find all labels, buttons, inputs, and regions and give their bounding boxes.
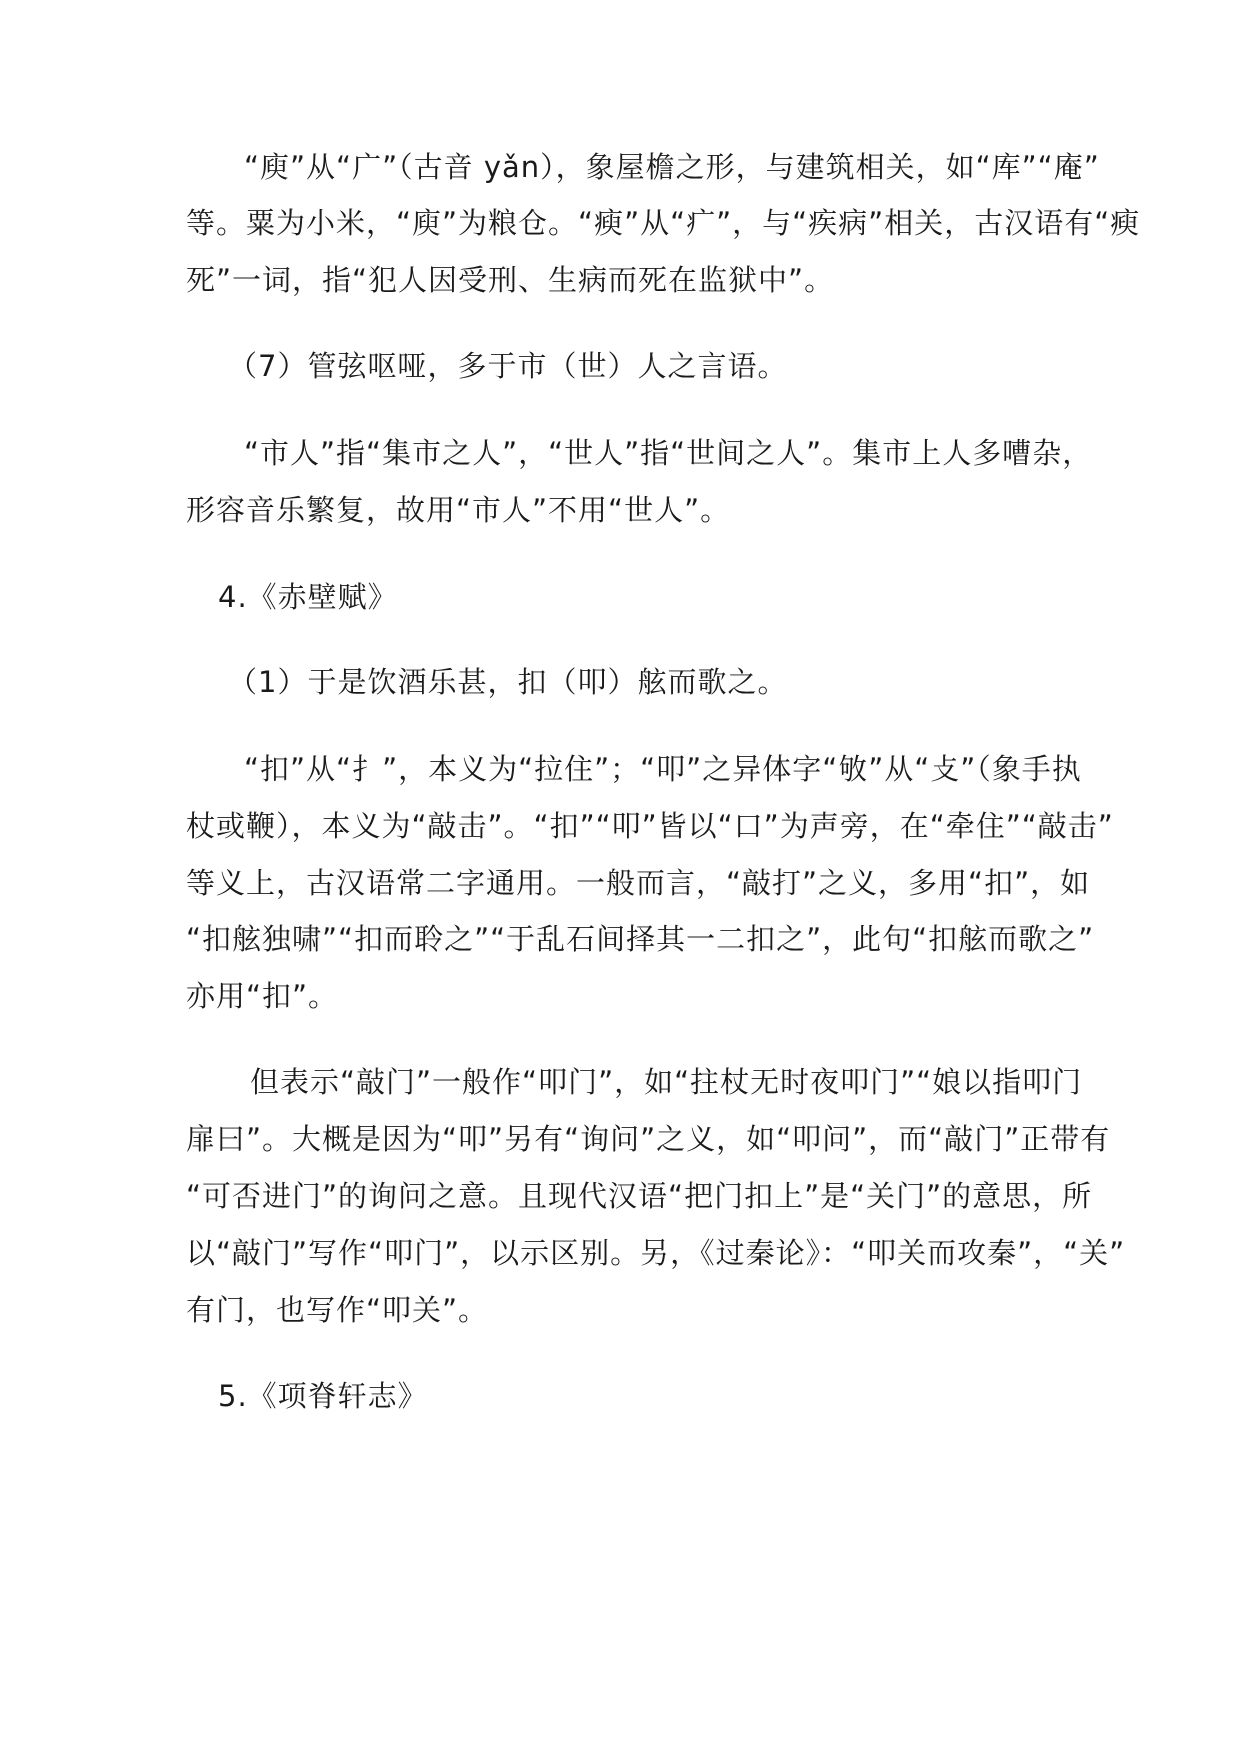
paragraph-line: 扉曰”。大概是因为“叩”另有“询问”之义，如“叩问”，而“敲门”正带有: [186, 1122, 1111, 1156]
paragraph-line: 死”一词，指“犯人因受刑、生病而死在监狱中”。: [186, 263, 835, 297]
paragraph-line: 有门，也写作“叩关”。: [186, 1293, 489, 1327]
paragraph-line: 等。粟为小米，“庾”为粮仓。“瘐”从“疒”，与“疾病”相关，古汉语有“瘐: [186, 206, 1141, 240]
section-heading: 5.《项脊轩志》: [218, 1379, 428, 1413]
paragraph-line: 形容音乐繁复，故用“市人”不用“世人”。: [186, 493, 731, 527]
paragraph-line: “扣”从“扌”，本义为“拉住”；“叩”之异体字“敂”从“攴”（象手执: [244, 752, 1082, 786]
section-heading: 4.《赤壁赋》: [218, 580, 398, 614]
paragraph-line: 但表示“敲门”一般作“叩门”，如“拄杖无时夜叩门”“娘以指叩门: [250, 1065, 1083, 1099]
paragraph-line: “扣舷独啸”“扣而聆之”“于乱石间择其一二扣之”，此句“扣舷而歌之”: [186, 922, 1095, 956]
paragraph-line: 等义上，古汉语常二字通用。一般而言，“敲打”之义，多用“扣”，如: [186, 866, 1091, 900]
paragraph-line: “市人”指“集市之人”，“世人”指“世间之人”。集市上人多嘈杂，: [244, 436, 1093, 470]
paragraph-line: 杖或鞭），本义为“敲击”。“扣”“叩”皆以“口”为声旁，在“牵住”“敲击”: [186, 809, 1114, 843]
paragraph-line: 亦用“扣”。: [186, 979, 339, 1013]
paragraph-line: “庾”从“广”（古音 yǎn），象屋檐之形，与建筑相关，如“库”“庵”: [244, 150, 1100, 184]
list-item: （1）于是饮酒乐甚，扣（叩）舷而歌之。: [228, 665, 788, 699]
list-item: （7）管弦呕哑，多于市（世）人之言语。: [228, 349, 788, 383]
paragraph-line: 以“敲门”写作“叩门”，以示区别。另，《过秦论》：“叩关而攻秦”，“关”: [186, 1236, 1126, 1270]
paragraph-line: “可否进门”的询问之意。且现代汉语“把门扣上”是“关门”的意思，所: [186, 1179, 1093, 1213]
